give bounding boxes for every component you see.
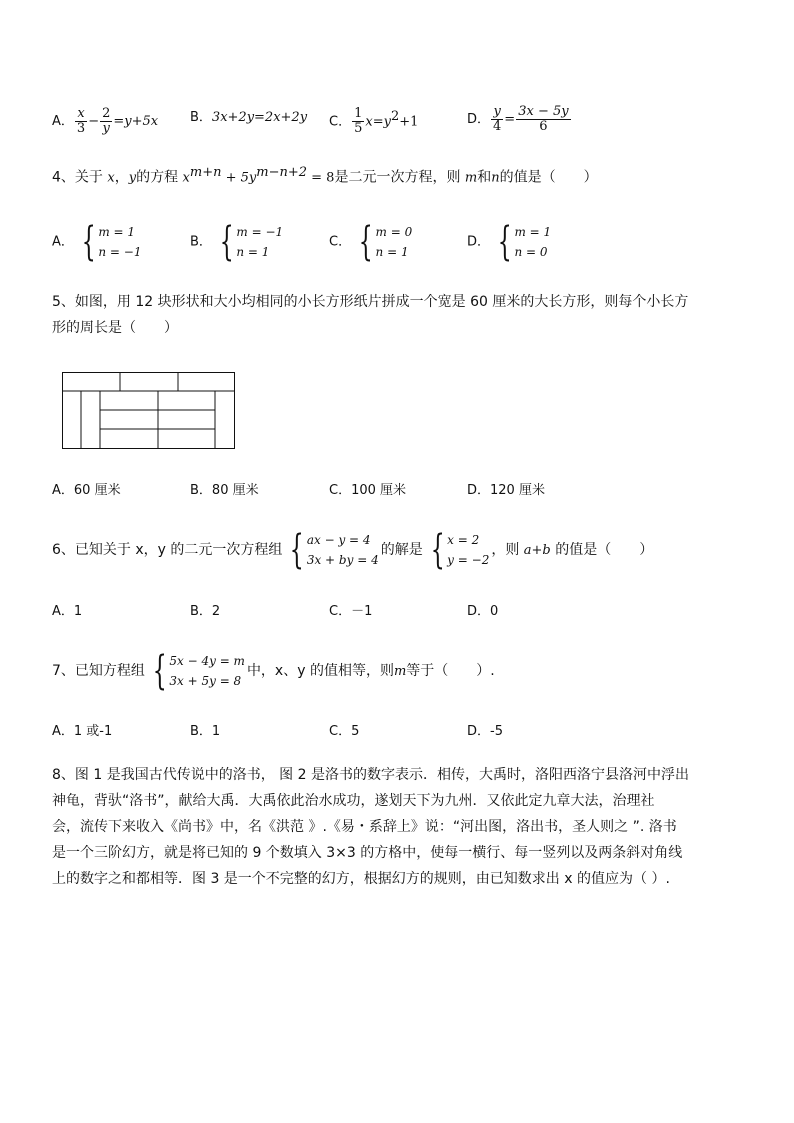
q4-option-c: C． { m = 0 n = 1 — [329, 219, 413, 265]
q8-line3: 会，流传下来收入《尚书》中，名《洪范 》.《易・系辞上》说：“河出图，洛出书，圣人则之 ”. 洛书 — [52, 819, 677, 835]
q5-option-d: D．120 厘米 — [467, 483, 545, 498]
q8-line2: 神龟，背驮“洛书”，献给大禹．大禹依此治水成功，遂划天下为九州．又依此定九章大法，治理社 — [52, 793, 655, 809]
q8-line4: 是一个三阶幻方，就是将已知的 9 个数填入 3×3 的方格中，使每一横行、每一竖列以及两条斜对角线 — [52, 845, 683, 861]
q6-option-c: C．－1 — [329, 604, 373, 619]
q3-option-a: A． $\frac{x}{3}$ − $\frac{2}{y}$ =y+5x — [52, 106, 159, 136]
q5-stem-line1: 5、如图，用 12 块形状和大小均相同的小长方形纸片拼成一个宽是 60 厘米的大长方形，则每个小长方 — [52, 294, 689, 310]
q4-stem: 4、关于 x，y的方程 $x^{m+n} + 5y^{m-n+2} = 8$是二元一次方程，则 m和n的值是（ ） — [52, 165, 598, 186]
q5-option-c: C．100 厘米 — [329, 483, 407, 498]
q5-rectangle-figure — [62, 372, 236, 450]
q6-option-b: B．2 — [190, 604, 221, 619]
q3-option-c: C． $\frac{1}{5}$ $x=y^2+1$ — [329, 106, 419, 137]
q4-option-b: B． { m = −1 n = 1 — [190, 219, 284, 265]
q4-option-d: D． { m = 1 n = 0 — [467, 219, 552, 265]
q7-stem: 7、已知方程组 { 5x − 4y = m 3x + 5y = 8 中，x、y 的值相等，则m等于（ ）. — [52, 648, 495, 694]
q6-option-d: D．0 — [467, 604, 499, 619]
q5-stem-line2: 形的周长是（ ） — [52, 320, 178, 336]
q6-stem: 6、已知关于 x，y 的二元一次方程组 { ax − y = 4 3x + by = 4 的解是 { x = 2 y = −2 ，则 a+b 的值是（ ） — [52, 527, 654, 573]
q7-option-a: A．1 或-1 — [52, 724, 113, 739]
q7-option-c: C．5 — [329, 724, 360, 739]
q8-line1: 8、图 1 是我国古代传说中的洛书， 图 2 是洛书的数字表示．相传，大禹时，洛阳西洛宁县洛河中浮出 — [52, 767, 689, 783]
q5-option-a: A．60 厘米 — [52, 483, 121, 498]
q5-option-b: B．80 厘米 — [190, 483, 259, 498]
q3-option-d: D． $\frac{y}{4}$ = $\frac{3x - 5y}{6}$ — [467, 104, 569, 134]
q3-option-b: B．3x+2y=2x+2y — [190, 110, 308, 125]
q7-option-b: B．1 — [190, 724, 221, 739]
q7-option-d: D．-5 — [467, 724, 503, 739]
q8-line5: 上的数字之和都相等．图 3 是一个不完整的幻方，根据幻方的规则，由已知数求出 x 的值应为（ ）. — [52, 871, 670, 887]
q6-option-a: A．1 — [52, 604, 83, 619]
q4-option-a: A． { m = 1 n = −1 — [52, 219, 142, 265]
